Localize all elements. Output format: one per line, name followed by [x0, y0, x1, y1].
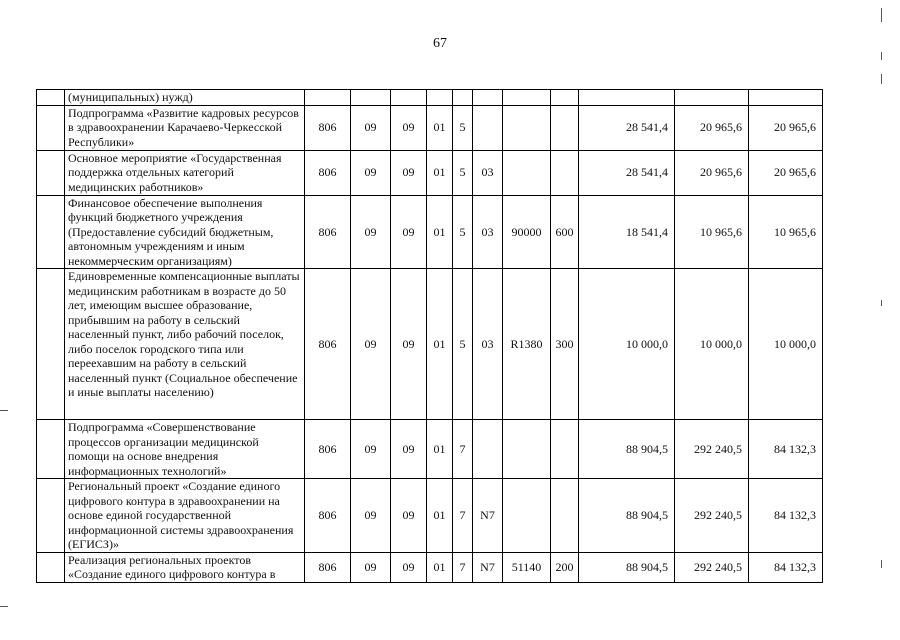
- margin-cell: [37, 269, 65, 420]
- program-cell: 01: [427, 420, 453, 479]
- section-cell: 09: [351, 552, 391, 582]
- amount-cell-1: 18 541,4: [579, 195, 675, 269]
- subsection-cell: 09: [391, 195, 427, 269]
- expense-type-cell: [551, 420, 579, 479]
- scan-mark: [881, 300, 882, 306]
- amount-cell-3: 10 000,0: [749, 269, 823, 420]
- margin-cell: [37, 105, 65, 150]
- program-cell: 01: [427, 479, 453, 553]
- code-cell: 806: [305, 269, 351, 420]
- direction-cell: [503, 150, 551, 195]
- amount-cell-1: [579, 90, 675, 106]
- expense-type-cell: [551, 150, 579, 195]
- direction-cell: [503, 420, 551, 479]
- subprogram-cell: 7: [453, 479, 473, 553]
- subsection-cell: 09: [391, 105, 427, 150]
- code-cell: 806: [305, 150, 351, 195]
- section-cell: 09: [351, 420, 391, 479]
- program-cell: 01: [427, 105, 453, 150]
- margin-cell: [37, 479, 65, 553]
- code-cell: 806: [305, 420, 351, 479]
- amount-cell-2: 20 965,6: [675, 150, 749, 195]
- code-cell: 806: [305, 105, 351, 150]
- event-cell: [473, 105, 503, 150]
- scan-mark: [881, 8, 882, 22]
- subprogram-cell: 5: [453, 105, 473, 150]
- event-cell: [473, 90, 503, 106]
- direction-cell: 90000: [503, 195, 551, 269]
- scan-mark: [881, 560, 882, 568]
- margin-cell: [37, 90, 65, 106]
- program-cell: 01: [427, 195, 453, 269]
- event-cell: [473, 420, 503, 479]
- section-cell: 09: [351, 195, 391, 269]
- amount-cell-2: 292 240,5: [675, 552, 749, 582]
- section-cell: 09: [351, 105, 391, 150]
- scan-mark: [0, 606, 8, 607]
- amount-cell-3: 84 132,3: [749, 420, 823, 479]
- item-name-cell: Единовременные компенсационные выплаты медицинским работникам в возрасте до 50 лет, имеющим высшее образование, прибывшим на работу в сельский населенный пункт, либо рабочий поселок, либо поселок городского типа или переехавшим на работу в сельский населенный пункт (Социальное обеспечение и иные выплаты населению): [65, 269, 305, 420]
- amount-cell-2: 292 240,5: [675, 420, 749, 479]
- amount-cell-2: [675, 90, 749, 106]
- direction-cell: [503, 90, 551, 106]
- amount-cell-3: 20 965,6: [749, 105, 823, 150]
- section-cell: 09: [351, 269, 391, 420]
- amount-cell-1: 28 541,4: [579, 150, 675, 195]
- table-row: [37, 269, 823, 420]
- subsection-cell: 09: [391, 479, 427, 553]
- direction-cell: R1380: [503, 269, 551, 420]
- item-name-cell: Подпрограмма «Совершенствование процессов организации медицинской помощи на основе внедрения информационных технологий»: [65, 420, 305, 479]
- scan-mark: [881, 52, 882, 60]
- amount-cell-1: 88 904,5: [579, 552, 675, 582]
- item-name-cell: Подпрограмма «Развитие кадровых ресурсов в здравоохранении Карачаево-Черкесской Республики»: [65, 105, 305, 150]
- subprogram-cell: 7: [453, 420, 473, 479]
- table-row: [37, 90, 823, 106]
- table-row: [37, 552, 823, 582]
- subsection-cell: [391, 90, 427, 106]
- code-cell: 806: [305, 195, 351, 269]
- section-cell: 09: [351, 150, 391, 195]
- expense-type-cell: [551, 479, 579, 553]
- subprogram-cell: 5: [453, 269, 473, 420]
- expense-type-cell: 200: [551, 552, 579, 582]
- amount-cell-3: 20 965,6: [749, 150, 823, 195]
- margin-cell: [37, 150, 65, 195]
- margin-cell: [37, 420, 65, 479]
- event-cell: 03: [473, 150, 503, 195]
- amount-cell-1: 88 904,5: [579, 479, 675, 553]
- amount-cell-1: 10 000,0: [579, 269, 675, 420]
- amount-cell-2: 10 965,6: [675, 195, 749, 269]
- subprogram-cell: 7: [453, 552, 473, 582]
- margin-cell: [37, 195, 65, 269]
- subsection-cell: 09: [391, 150, 427, 195]
- subsection-cell: 09: [391, 269, 427, 420]
- program-cell: 01: [427, 150, 453, 195]
- amount-cell-3: 84 132,3: [749, 479, 823, 553]
- program-cell: 01: [427, 552, 453, 582]
- table-row: [37, 479, 823, 553]
- code-cell: [305, 90, 351, 106]
- subprogram-cell: 5: [453, 195, 473, 269]
- item-name-cell: Основное мероприятие «Государственная поддержка отдельных категорий медицинских работников»: [65, 150, 305, 195]
- table-row: [37, 195, 823, 269]
- expense-type-cell: [551, 105, 579, 150]
- margin-cell: [37, 552, 65, 582]
- program-cell: [427, 90, 453, 106]
- expense-type-cell: 300: [551, 269, 579, 420]
- table-row: [37, 150, 823, 195]
- direction-cell: 51140: [503, 552, 551, 582]
- amount-cell-3: 10 965,6: [749, 195, 823, 269]
- direction-cell: [503, 479, 551, 553]
- code-cell: 806: [305, 552, 351, 582]
- page-number: 67: [433, 36, 447, 51]
- section-cell: 09: [351, 479, 391, 553]
- amount-cell-2: 10 000,0: [675, 269, 749, 420]
- amount-cell-1: 88 904,5: [579, 420, 675, 479]
- scan-mark: [881, 74, 882, 84]
- code-cell: 806: [305, 479, 351, 553]
- amount-cell-3: [749, 90, 823, 106]
- program-cell: 01: [427, 269, 453, 420]
- amount-cell-1: 28 541,4: [579, 105, 675, 150]
- item-name-cell: Региональный проект «Создание единого цифрового контура в здравоохранении на основе единой государственной информационной системы здравоохранения (ЕГИСЗ)»: [65, 479, 305, 553]
- amount-cell-2: 292 240,5: [675, 479, 749, 553]
- amount-cell-3: 84 132,3: [749, 552, 823, 582]
- table-row: [37, 105, 823, 150]
- event-cell: N7: [473, 479, 503, 553]
- subsection-cell: 09: [391, 552, 427, 582]
- subsection-cell: 09: [391, 420, 427, 479]
- expense-type-cell: 600: [551, 195, 579, 269]
- expense-type-cell: [551, 90, 579, 106]
- amount-cell-2: 20 965,6: [675, 105, 749, 150]
- item-name-cell: Финансовое обеспечение выполнения функций бюджетного учреждения (Предоставление субсидий бюджетным, автономным учреждениям и иным некоммерческим организациям): [65, 195, 305, 269]
- event-cell: 03: [473, 269, 503, 420]
- subprogram-cell: 5: [453, 150, 473, 195]
- table-row: [37, 420, 823, 479]
- section-cell: [351, 90, 391, 106]
- subprogram-cell: [453, 90, 473, 106]
- budget-table: [36, 89, 823, 583]
- item-name-cell: (муниципальных) нужд): [65, 90, 305, 106]
- item-name-cell: Реализация региональных проектов «Создание единого цифрового контура в: [65, 552, 305, 582]
- scan-mark: [0, 410, 8, 411]
- direction-cell: [503, 105, 551, 150]
- event-cell: N7: [473, 552, 503, 582]
- event-cell: 03: [473, 195, 503, 269]
